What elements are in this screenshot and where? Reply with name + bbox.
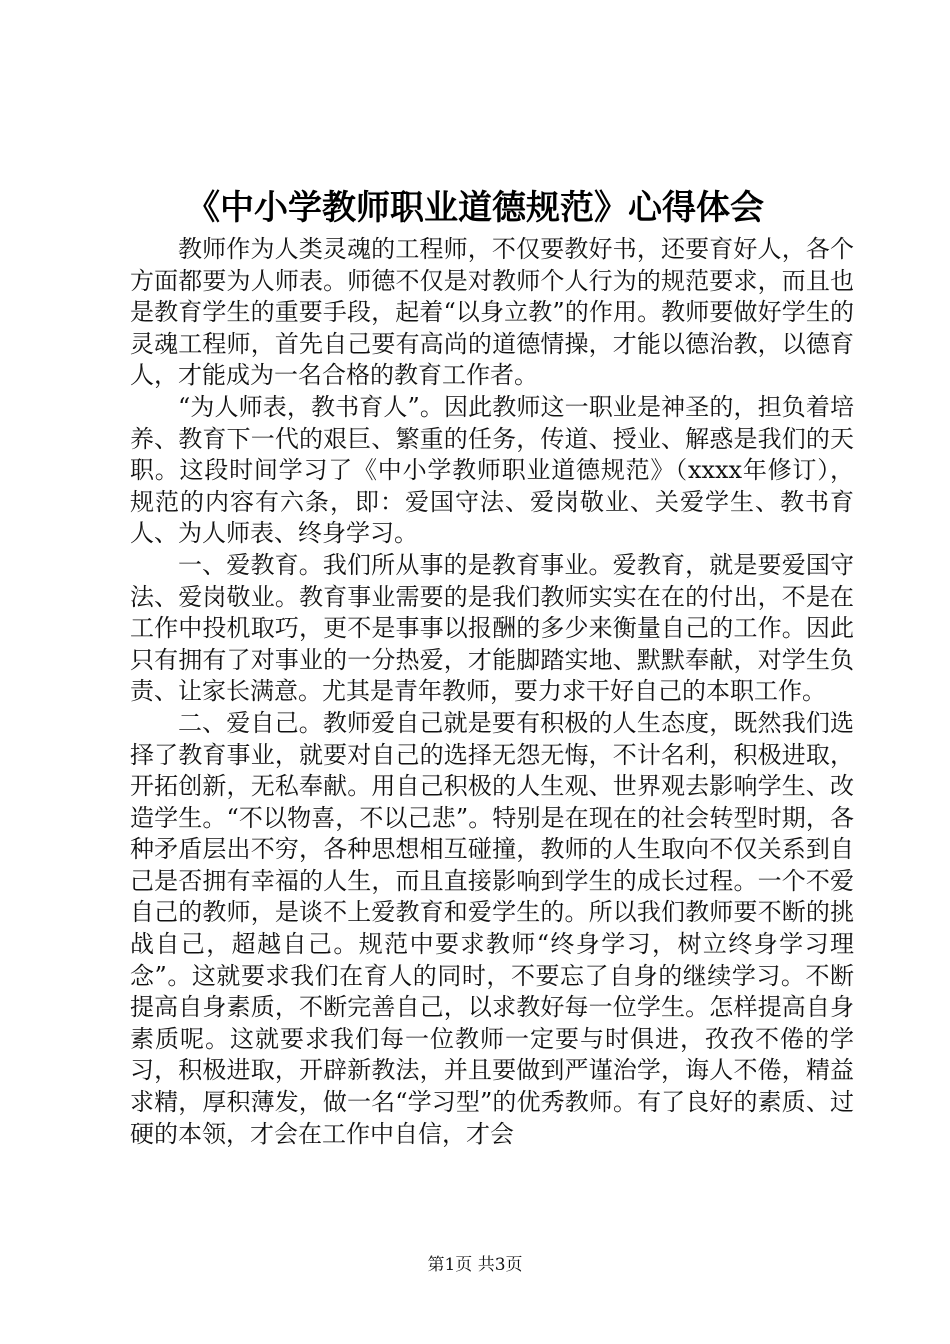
paragraph: 一、爱教育。我们所从事的是教育事业。爱教育，就是要爱国守法、爱岗敬业。教育事业需要的是我们教师实实在在的付出，不是在工作中投机取巧，更不是事事以报酬的多少来衡量自己的工作。因此只有拥有了对事业的一分热爱，才能脚踏实地、默默奉献，对学生负责、让家长满意。尤其是青年教师，要力求干好自己的本职工作。 xyxy=(130,550,854,706)
page-number-footer: 第1页 共3页 xyxy=(427,1255,523,1275)
paragraph: 教师作为人类灵魂的工程师，不仅要教好书，还要育好人，各个方面都要为人师表。师德不仅是对教师个人行为的规范要求，而且也是教育学生的重要手段，起着“以身立教”的作用。教师要做好学生的灵魂工程师，首先自己要有高尚的道德情操，才能以德治教，以德育人，才能成为一名合格的教育工作者。 xyxy=(130,235,854,390)
document-body xyxy=(130,234,854,1150)
document-title: 《中小学教师职业道德规范》心得体会 xyxy=(186,188,764,228)
paragraph: “为人师表，教书育人”。因此教师这一职业是神圣的，担负着培养、教育下一代的艰巨、繁重的任务，传道、授业、解惑是我们的天职。这段时间学习了《中小学教师职业道德规范》（xxxx年修订），规范的内容有六条，即：爱国守法、爱岗敬业、关爱学生、教书育人、为人师表、终身学习。 xyxy=(130,392,854,548)
paragraph: 二、爱自己。教师爱自己就是要有积极的人生态度，既然我们选择了教育事业，就要对自己的选择无怨无悔，不计名利，积极进取，开拓创新，无私奉献。用自己积极的人生观、世界观去影响学生、改造学生。“不以物喜，不以己悲”。特别是在现在的社会转型时期，各种矛盾层出不穷，各种思想相互碰撞，教师的人生取向不仅关系到自己是否拥有幸福的人生，而且直接影响到学生的成长过程。一个不爱自己的教师，是谈不上爱教育和爱学生的。所以我们教师要不断的挑战自己，超越自己。规范中要求教师“终身学习，树立终身学习理念”。这就要求我们在育人的同时，不要忘了自身的继续学习。不断提高自身素质，不断完善自己，以求教好每一位学生。怎样提高自身素质呢。这就要求我们每一位教师一定要与时俱进，孜孜不倦的学习，积极进取，开辟新教法，并且要做到严谨治学，诲人不倦，精益求精，厚积薄发，做一名“学习型”的优秀教师。有了良好的素质、过硬的本领，才会在工作中自信，才会 xyxy=(130,708,854,1148)
